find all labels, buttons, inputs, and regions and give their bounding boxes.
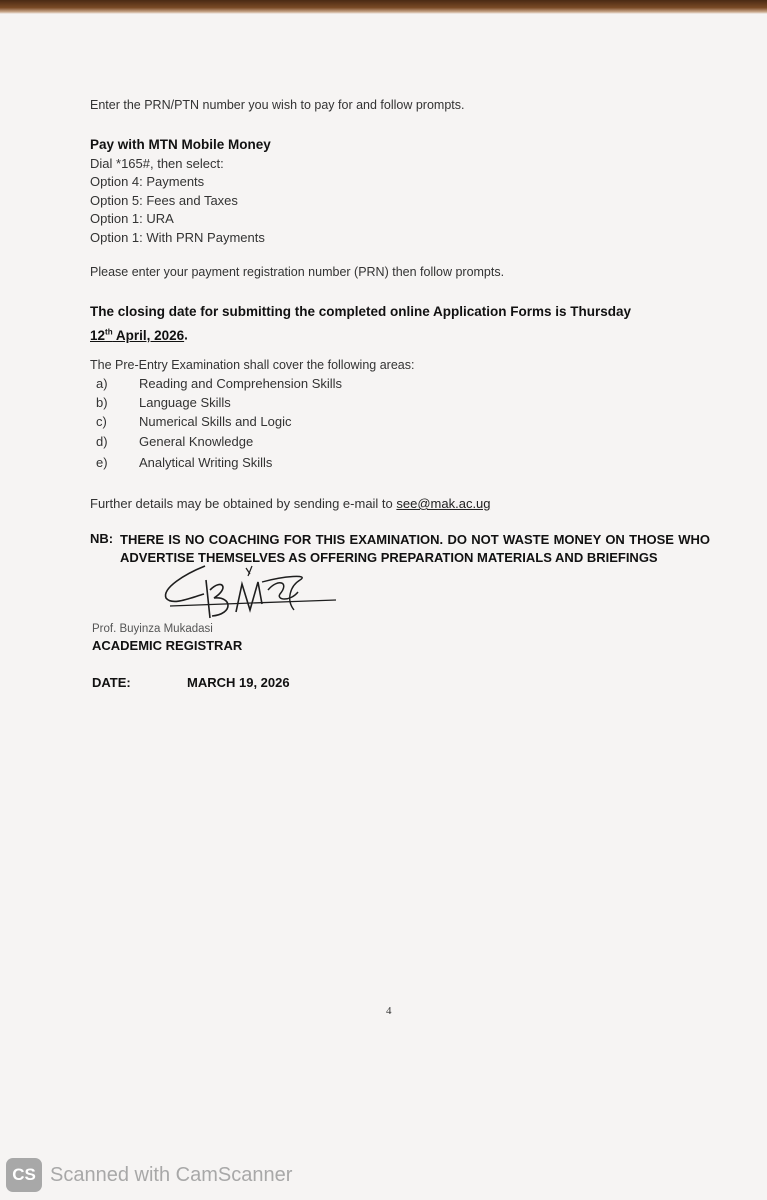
camscanner-text: Scanned with CamScanner (50, 1163, 293, 1186)
closing-date: 12th April, 2026 (90, 327, 185, 343)
list-letter: a) (96, 376, 108, 391)
date-label: DATE: (92, 675, 131, 690)
mtn-step: Option 1: With PRN Payments (90, 230, 265, 245)
payment-intro: Enter the PRN/PTN number you wish to pay for and follow prompts. (90, 98, 465, 112)
signature (150, 560, 340, 630)
email-link[interactable]: see@mak.ac.ug (396, 496, 491, 511)
list-letter: d) (96, 434, 108, 449)
mtn-title: Pay with MTN Mobile Money (90, 137, 271, 152)
mtn-step: Option 4: Payments (90, 174, 205, 189)
exam-area: General Knowledge (139, 434, 254, 449)
exam-area: Analytical Writing Skills (139, 455, 273, 470)
exam-area: Language Skills (139, 395, 231, 410)
date-value: MARCH 19, 2026 (187, 675, 290, 690)
mtn-instruction: Please enter your payment registration number (PRN) then follow prompts. (90, 265, 505, 279)
nb-notice: THERE IS NO COACHING FOR THIS EXAMINATION. DO NOT WASTE MONEY ON THOSE WHO ADVERTISE THEMSELVES AS OFFERING PREPARATION MATERIALS AND BRIEFINGS (120, 532, 710, 565)
exam-intro: The Pre-Entry Examination shall cover the following areas: (90, 358, 415, 372)
signatory-name: Prof. Buyinza Mukadasi (92, 623, 213, 635)
list-letter: b) (96, 395, 108, 410)
camscanner-watermark (6, 1157, 292, 1193)
mtn-step: Option 1: URA (90, 211, 174, 226)
camscanner-logo-icon: CS (6, 1158, 42, 1192)
list-letter: c) (96, 414, 107, 429)
closing-text: The closing date for submitting the completed online Application Forms is Thursday (90, 304, 632, 319)
nb-label: NB: (90, 531, 114, 546)
mtn-step: Option 5: Fees and Taxes (90, 193, 238, 208)
mtn-step: Dial *165#, then select: (90, 156, 224, 171)
signatory-title: ACADEMIC REGISTRAR (92, 638, 243, 653)
further-details: Further details may be obtained by sending e-mail to see@mak.ac.ug (90, 496, 491, 511)
exam-area: Numerical Skills and Logic (139, 414, 292, 429)
page-number: 4 (386, 1005, 392, 1017)
exam-area: Reading and Comprehension Skills (139, 376, 343, 391)
list-letter: e) (96, 455, 108, 470)
closing-date-notice: The closing date for submitting the completed online Application Forms is Thursday 12th April, 2026. (90, 304, 632, 343)
